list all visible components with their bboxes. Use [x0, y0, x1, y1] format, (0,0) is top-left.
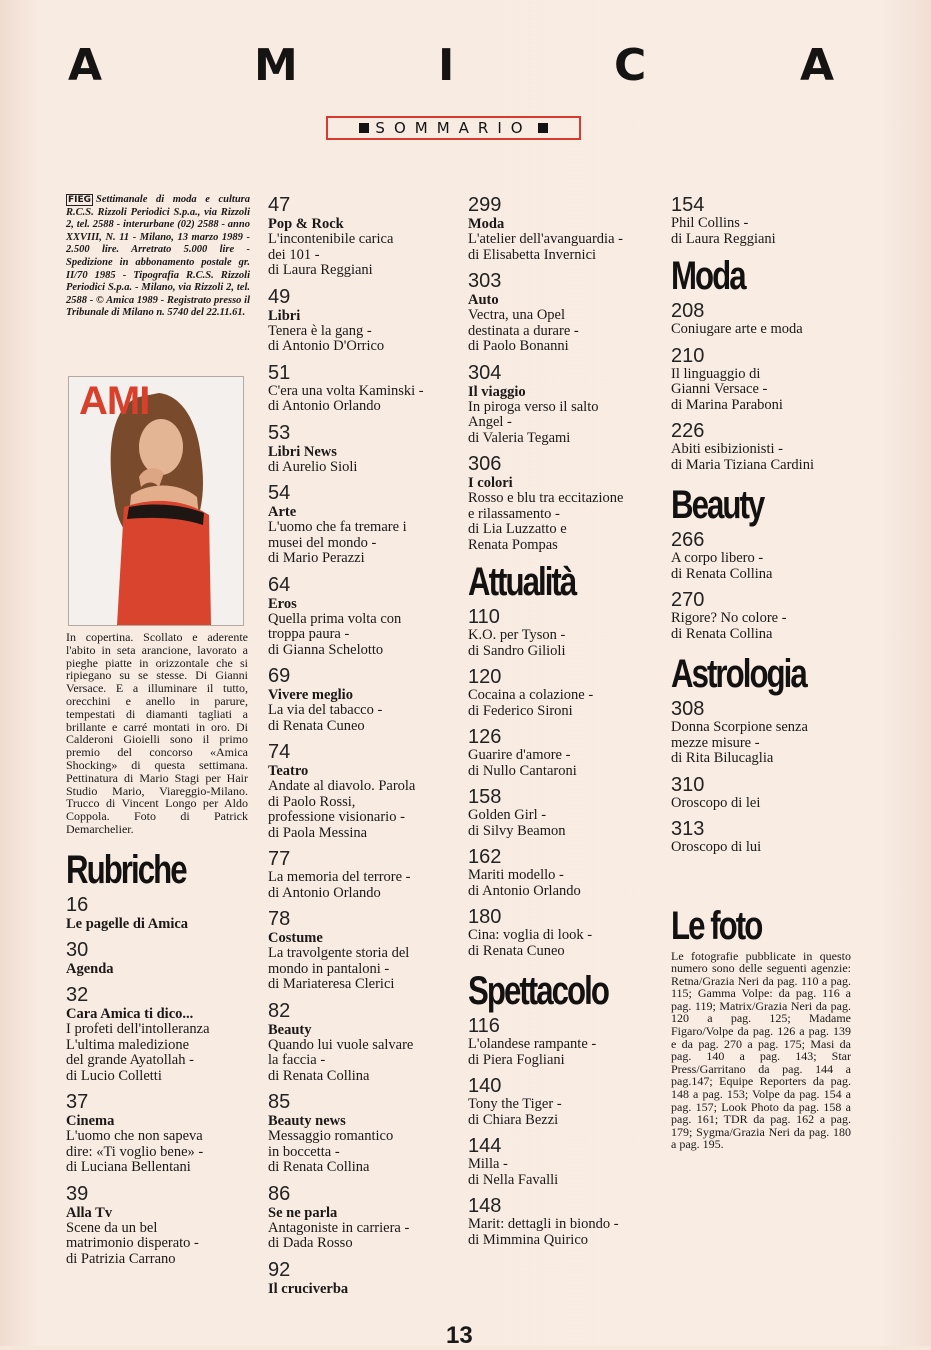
- entry-description-line: di Chiara Bezzi: [468, 1111, 559, 1128]
- entry-description-line: La memoria del terrore -: [268, 869, 411, 885]
- entry-category: Pop & Rock: [268, 216, 344, 232]
- entry-description-line: Guarire d'amore -: [468, 747, 571, 763]
- entry-description-line: Il linguaggio di: [671, 365, 761, 382]
- page-ref-number: 69: [268, 665, 291, 687]
- entry-category: Auto: [468, 292, 499, 308]
- contents-list: [268, 194, 458, 1297]
- entry-description-line: Andate al diavolo. Parola: [268, 778, 416, 794]
- column-2: [268, 194, 458, 1304]
- entry-description-line: dire: «Ti voglio bene» -: [66, 1143, 204, 1160]
- entry-description-line: Gianni Versace -: [671, 381, 768, 397]
- page-ref-number: 304: [468, 361, 502, 384]
- entry-description-line: di Antonio Orlando: [468, 882, 581, 899]
- entry-description-line: di Mario Perazzi: [268, 550, 365, 566]
- page-ref-number: 144: [468, 1135, 502, 1157]
- entry-description-line: di Silvy Beamon: [468, 822, 566, 839]
- toc-entry: [66, 894, 251, 932]
- entry-description-line: di Lia Luzzatto e: [468, 521, 567, 537]
- entry-description-line: In piroga verso il salto: [468, 398, 599, 415]
- page-ref-number: 154: [671, 194, 705, 216]
- entry-category: Teatro: [268, 763, 309, 779]
- entry-description-line: Rigore? No colore -: [671, 610, 787, 626]
- page-ref-number: 92: [268, 1258, 291, 1281]
- page-ref-number: 86: [268, 1182, 291, 1205]
- cover-caption: In copertina. Scollato e aderente l'abito in seta arancione, lavorato a pieghe piatte in orizzontale che si ripiegano su se stesse. Di Gianni Versace. E a illuminare il tutto, orecchini e anello in parure, tempestati di diamanti tagliati a brillante e carré montati in oro. Di Calderoni Gioielli sono il primo premio del concorso «Amica Shocking» di questa settimana. Pettinatura di Mario Stagi per Hair Studio Mario, Viareggio-Milano. Trucco di Vincent Longo per Aldo Coppola. Foto di Patrick Demarchelier.: [66, 630, 248, 836]
- entry-description-line: Rosso e blu tra eccitazione: [468, 490, 624, 506]
- entry-description-line: Phil Collins -: [671, 215, 749, 231]
- square-bullet-icon: [359, 123, 369, 133]
- page-ref-number: 310: [671, 773, 705, 796]
- astrologia-list: [671, 698, 851, 856]
- entry-description-line: di Paola Messina: [268, 824, 368, 841]
- entry-description-line: Donna Scorpione senza: [671, 719, 808, 735]
- rubriche-list: [66, 894, 251, 1267]
- page-ref-number: 140: [468, 1075, 502, 1097]
- toc-entry: [268, 286, 458, 355]
- page-ref-number: 303: [468, 270, 502, 292]
- toc-entry: [268, 574, 458, 659]
- entry-description-line: di Elisabetta Invernici: [468, 246, 597, 263]
- page-ref-number: 32: [66, 984, 89, 1006]
- toc-entry: [268, 665, 458, 734]
- entry-description-line: in boccetta -: [268, 1143, 340, 1160]
- toc-entry: [468, 194, 658, 263]
- entry-description-line: di Renata Collina: [671, 565, 773, 582]
- entry-category: Costume: [268, 930, 323, 946]
- toc-entry: [268, 194, 458, 279]
- page-ref-number: 148: [468, 1195, 502, 1217]
- entry-category: Agenda: [66, 961, 114, 977]
- entry-description-line: mondo in pantaloni -: [268, 960, 390, 977]
- entry-description-line: Tenera è la gang -: [268, 322, 372, 339]
- toc-entry: [671, 194, 851, 247]
- toc-entry: [268, 1183, 458, 1252]
- entry-description-line: La via del tabacco -: [268, 702, 383, 718]
- entry-category: Libri News: [268, 443, 337, 460]
- toc-entry: [468, 1075, 658, 1128]
- contents-list: [671, 194, 851, 247]
- section-heading: Attualità: [468, 560, 576, 604]
- toc-entry: [268, 482, 458, 567]
- toc-entry: [468, 1195, 658, 1248]
- entry-description-line: L'incontenibile carica: [268, 231, 394, 247]
- toc-entry: [66, 1183, 251, 1268]
- page-ref-number: 64: [268, 573, 291, 596]
- page-ref-number: 77: [268, 848, 291, 870]
- entry-description-line: Abiti esibizionisti -: [671, 441, 783, 457]
- page-ref-number: 162: [468, 846, 502, 868]
- column-rubriche: [66, 844, 251, 1274]
- page-ref-number: 120: [468, 666, 502, 688]
- entry-category: Beauty news: [268, 1113, 346, 1129]
- fieg-logo-icon: FIEG: [68, 195, 92, 205]
- toc-entry: [66, 1091, 251, 1176]
- entry-category: Vivere meglio: [268, 687, 353, 703]
- entry-description-line: di Antonio D'Orrico: [268, 338, 385, 354]
- toc-entry: [468, 606, 658, 659]
- toc-entry: [671, 589, 851, 642]
- toc-entry: [268, 848, 458, 901]
- entry-description-line: C'era una volta Kaminski -: [268, 382, 424, 399]
- entry-description-line: musei del mondo -: [268, 534, 377, 551]
- section-heading: Astrologia: [671, 652, 806, 696]
- toc-entry: [268, 1000, 458, 1085]
- entry-category: Cinema: [66, 1113, 115, 1129]
- page-ref-number: 54: [268, 482, 291, 504]
- section-heading: Rubriche: [66, 848, 186, 892]
- toc-entry: [468, 1015, 658, 1068]
- entry-category: Alla Tv: [66, 1204, 113, 1221]
- entry-description-line: di Paolo Bonanni: [468, 338, 569, 354]
- toc-entry: [468, 846, 658, 899]
- entry-description-line: di Dada Rosso: [268, 1235, 353, 1251]
- page-ref-number: 30: [66, 939, 89, 961]
- entry-description-line: Coniugare arte e moda: [671, 321, 803, 337]
- entry-description-line: mezze misure -: [671, 734, 760, 751]
- entry-description-line: di Renata Cuneo: [468, 942, 565, 959]
- entry-description-line: Quando lui vuole salvare: [268, 1036, 414, 1053]
- entry-description-line: Oroscopo di lei: [671, 794, 761, 811]
- toc-entry: [268, 908, 458, 993]
- toc-entry: [468, 453, 658, 553]
- page-ref-number: 49: [268, 285, 291, 308]
- masthead-letter: A: [68, 40, 103, 91]
- page-ref-number: 299: [468, 194, 502, 216]
- toc-entry: [468, 270, 658, 355]
- toc-entry: [468, 666, 658, 719]
- entry-category: I colori: [468, 475, 513, 491]
- toc-entry: [66, 939, 251, 977]
- page-ref-number: 47: [268, 194, 291, 216]
- entry-description-line: L'uomo che fa tremare i: [268, 519, 407, 535]
- entry-description-line: Cina: voglia di look -: [468, 927, 593, 943]
- entry-description-line: di Nella Favalli: [468, 1171, 559, 1188]
- section-heading: Le foto: [671, 903, 762, 948]
- beauty-list: [671, 529, 851, 642]
- entry-description-line: di Valeria Tegami: [468, 429, 571, 446]
- entry-description-line: di Luciana Bellentani: [66, 1159, 191, 1175]
- entry-description-line: Angel -: [468, 414, 512, 430]
- entry-description-line: di Aurelio Sioli: [268, 458, 358, 475]
- page-ref-number: 51: [268, 361, 291, 384]
- entry-category: Moda: [468, 216, 505, 232]
- entry-description-line: Messaggio romantico: [268, 1128, 394, 1144]
- toc-entry: [671, 818, 851, 856]
- entry-description-line: Golden Girl -: [468, 807, 547, 823]
- entry-description-line: di Antonio Orlando: [268, 398, 381, 414]
- entry-category: Il cruciverba: [268, 1280, 349, 1297]
- entry-description-line: di Rita Bilucaglia: [671, 750, 774, 766]
- entry-description-line: professione visionario -: [268, 809, 405, 825]
- entry-category: Eros: [268, 595, 297, 612]
- entry-description-line: di Nullo Cantaroni: [468, 762, 577, 779]
- column-3: [468, 194, 658, 1255]
- masthead-letter: C: [614, 40, 647, 91]
- entry-description-line: Renata Pompas: [468, 536, 558, 553]
- entry-description-line: K.O. per Tyson -: [468, 627, 566, 643]
- page-ref-number: 74: [268, 741, 291, 763]
- page-ref-number: 16: [66, 894, 89, 916]
- square-bullet-icon: [538, 123, 548, 133]
- entry-description-line: Antagoniste in carriera -: [268, 1219, 410, 1236]
- entry-description-line: Vectra, una Opel: [468, 307, 566, 323]
- entry-description-line: Mariti modello -: [468, 867, 564, 883]
- cover-title: AMI: [79, 379, 150, 423]
- page-ref-number: 180: [468, 906, 502, 928]
- page-ref-number: 313: [671, 818, 705, 840]
- entry-description-line: di Laura Reggiani: [671, 230, 776, 247]
- entry-description-line: di Lucio Colletti: [66, 1067, 162, 1084]
- toc-entry: [268, 1259, 458, 1297]
- page-number: 13: [446, 1322, 473, 1349]
- entry-category: Arte: [268, 504, 297, 520]
- entry-description-line: Tony the Tiger -: [468, 1096, 562, 1112]
- toc-entry: [671, 698, 851, 767]
- page-ref-number: 308: [671, 698, 705, 720]
- moda-list: [671, 300, 851, 473]
- sommario-banner: [326, 116, 581, 140]
- entry-description-line: A corpo libero -: [671, 550, 764, 566]
- page-ref-number: 266: [671, 529, 705, 551]
- toc-entry: [671, 774, 851, 812]
- entry-description-line: di Renata Collina: [671, 625, 773, 642]
- entry-description-line: Scene da un bel: [66, 1219, 158, 1236]
- entry-description-line: Cocaina a colazione -: [468, 687, 594, 703]
- masthead: [0, 40, 931, 90]
- entry-description-line: la faccia -: [268, 1052, 326, 1068]
- masthead-letter: A: [800, 40, 835, 91]
- entry-description-line: di Renata Collina: [268, 1067, 370, 1084]
- entry-description-line: di Federico Sironi: [468, 702, 573, 719]
- entry-description-line: Quella prima volta con: [268, 610, 402, 627]
- page-ref-number: 82: [268, 999, 291, 1022]
- sommario-label: SOMMARIO: [375, 119, 532, 137]
- toc-entry: [66, 984, 251, 1084]
- section-heading: Moda: [671, 254, 745, 298]
- entry-description-line: di Mimmina Quirico: [468, 1231, 589, 1248]
- entry-description-line: I profeti dell'intolleranza: [66, 1021, 210, 1037]
- page-ref-number: 210: [671, 344, 705, 367]
- page-ref-number: 85: [268, 1091, 291, 1113]
- toc-entry: [468, 362, 658, 447]
- entry-category: Beauty: [268, 1021, 312, 1038]
- page-ref-number: 226: [671, 420, 705, 442]
- toc-entry: [671, 529, 851, 582]
- cover-image: [68, 376, 244, 626]
- page-ref-number: 158: [468, 786, 502, 808]
- entry-description-line: di Patrizia Carrano: [66, 1250, 176, 1267]
- entry-description-line: troppa paura -: [268, 626, 350, 642]
- page-ref-number: 116: [468, 1015, 500, 1037]
- page-ref-number: 53: [268, 421, 291, 444]
- entry-description-line: destinata a durare -: [468, 322, 579, 339]
- entry-description-line: L'uomo che non sapeva: [66, 1128, 203, 1144]
- entry-description-line: di Paolo Rossi,: [268, 793, 356, 810]
- entry-description-line: L'olandese rampante -: [468, 1036, 597, 1052]
- contents-list: [468, 194, 658, 553]
- entry-description-line: di Laura Reggiani: [268, 262, 373, 278]
- page-ref-number: 208: [671, 300, 705, 322]
- toc-entry: [468, 726, 658, 779]
- entry-category: Cara Amica ti dico...: [66, 1006, 194, 1022]
- page-ref-number: 37: [66, 1091, 89, 1113]
- entry-description-line: La travolgente storia del: [268, 945, 410, 961]
- masthead-letter: I: [438, 40, 455, 91]
- entry-description-line: di Renata Collina: [268, 1159, 370, 1175]
- attualita-list: [468, 606, 658, 959]
- entry-description-line: L'atelier dell'avanguardia -: [468, 231, 623, 247]
- entry-description-line: Oroscopo di lui: [671, 839, 762, 855]
- toc-entry: [268, 741, 458, 841]
- section-heading: Beauty: [671, 483, 764, 527]
- entry-description-line: Marit: dettagli in biondo -: [468, 1216, 619, 1232]
- entry-description-line: L'ultima maledizione: [66, 1036, 190, 1053]
- page-ref-number: 39: [66, 1182, 89, 1205]
- toc-entry: [468, 1135, 658, 1188]
- section-heading: Spettacolo: [468, 969, 608, 1013]
- entry-description-line: di Sandro Gilioli: [468, 642, 566, 659]
- toc-entry: [671, 420, 851, 473]
- imprint: [66, 194, 250, 320]
- toc-entry: [268, 422, 458, 476]
- page-ref-number: 110: [468, 606, 500, 628]
- photo-credits: Le fotografie pubblicate in questo numero sono delle seguenti agenzie: Retna/Grazia Neri da pag. 110 a pag. 115; Gamma Volpe: da pag. 116 a pag. 119; Matrix/Grazia Neri da pag. 120 a pag. 125; Madame Figaro/Volpe da pag. 126 a pag. 139 e da pag. 270 a pag. 175; Masi da pag. 140 a pag. 143; Star Press/Garritano da pag. 144 a pag.147; Equipe Reporters da pag. 148 a pag. 153; Volpe da pag. 154 a pag. 157; Look Photo da pag. 158 a pag. 161; TDR da pag. 162 a pag. 179; Sygma/Grazia Neri da pag. 180 a pag. 195.: [671, 948, 851, 1152]
- page-ref-number: 126: [468, 726, 502, 748]
- entry-description-line: matrimonio disperato -: [66, 1235, 199, 1251]
- entry-description-line: di Piera Fogliani: [468, 1051, 565, 1068]
- entry-description-line: dei 101 -: [268, 246, 320, 263]
- imprint-text: Settimanale di moda e cultura R.C.S. Rizzoli Periodici S.p.a., via Rizzoli 2, tel. 2588 - interurbane (02) 2588 - anno XXVIII, N. 11 - Milano, 13 marzo 1989 - 2.500 lire. Arretrato 5.000 lire - Spedizione in abbonamento postale gr. II/70 1985 - Tipografia R.C.S. Rizzoli Periodici S.p.a. - Milano, via Rizzoli 2, tel. 2588 - © Amica 1989 - Registrato presso il Tribunale di Milano n. 5740 del 22.11.61.: [66, 194, 250, 319]
- entry-description-line: del grande Ayatollah -: [66, 1052, 194, 1068]
- toc-entry: [468, 906, 658, 959]
- entry-description-line: di Gianna Schelotto: [268, 641, 384, 658]
- page-ref-number: 78: [268, 908, 291, 930]
- entry-category: Il viaggio: [468, 383, 526, 400]
- toc-entry: [468, 786, 658, 839]
- entry-description-line: di Antonio Orlando: [268, 884, 381, 901]
- spettacolo-list: [468, 1015, 658, 1248]
- entry-category: Le pagelle di Amica: [66, 916, 189, 932]
- entry-category: Libri: [268, 307, 301, 324]
- entry-description-line: di Maria Tiziana Cardini: [671, 456, 814, 473]
- entry-description-line: e rilassamento -: [468, 505, 560, 522]
- entry-category: Se ne parla: [268, 1204, 338, 1221]
- masthead-letter: M: [254, 40, 298, 91]
- entry-description-line: di Renata Cuneo: [268, 717, 365, 734]
- toc-entry: [268, 1091, 458, 1176]
- column-4: [671, 194, 851, 1151]
- toc-entry: [268, 362, 458, 415]
- entry-description-line: di Mariateresa Clerici: [268, 976, 395, 992]
- page-ref-number: 270: [671, 589, 705, 611]
- entry-description-line: Milla -: [468, 1156, 508, 1172]
- entry-description-line: di Marina Paraboni: [671, 396, 783, 413]
- page-ref-number: 306: [468, 453, 502, 475]
- toc-entry: [671, 345, 851, 414]
- toc-entry: [671, 300, 851, 338]
